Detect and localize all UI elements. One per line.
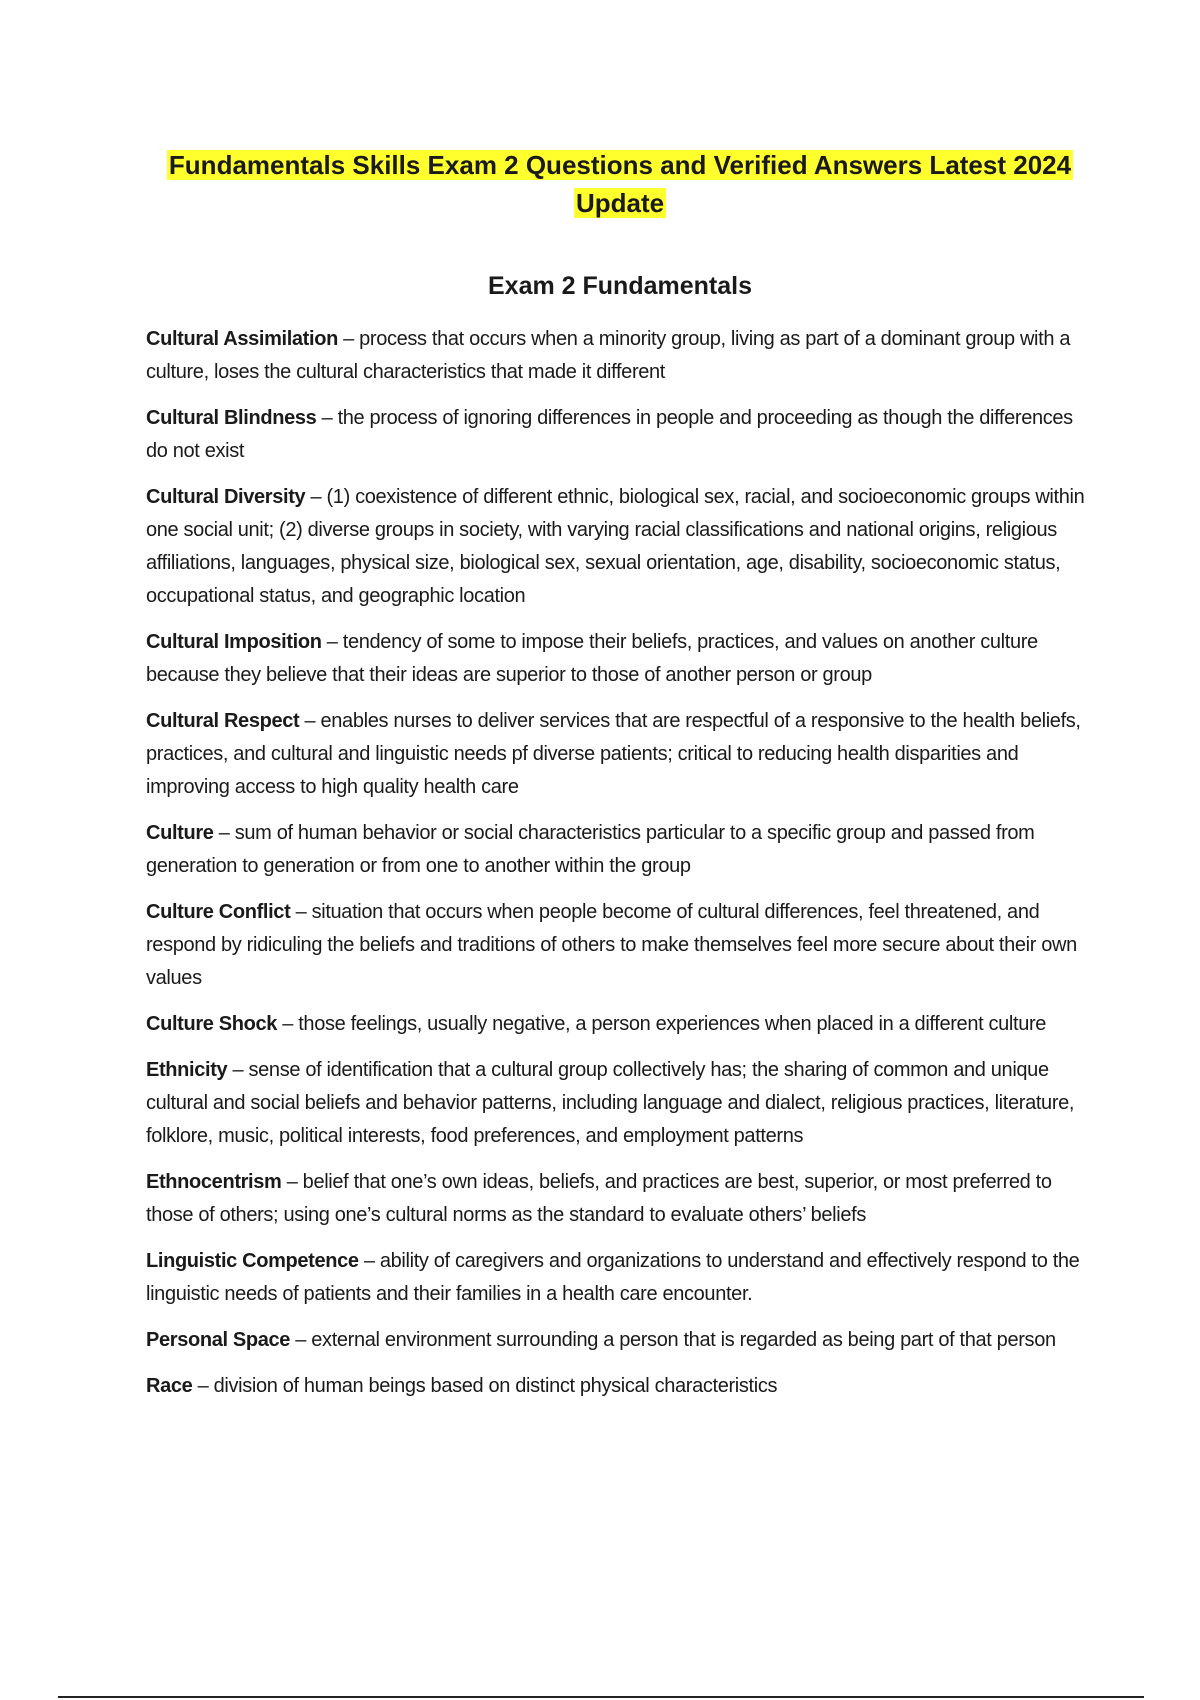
term-separator: – (281, 1171, 303, 1193)
term-separator: – (192, 1375, 214, 1397)
glossary-entry (146, 1008, 1096, 1041)
glossary-definition: (1) coexistence of different ethnic, biological sex, racial, and socioeconomic groups within one social unit; (2) diverse groups in society, with varying racial classifications and national origins, religious affiliations, languages, physical size, biological sex, sexual orientation, age, disability, socioeconomic status, occupational status, and geographic location (146, 486, 1085, 607)
glossary-definition: those feelings, usually negative, a person experiences when placed in a different culture (298, 1013, 1047, 1035)
glossary-entry (146, 323, 1096, 389)
glossary-entry (146, 705, 1096, 804)
glossary-entry (146, 1324, 1096, 1357)
document-title-text: Fundamentals Skills Exam 2 Questions and Verified Answers Latest 2024 Update (168, 150, 1072, 218)
term-separator: – (299, 710, 321, 732)
glossary-term: Culture Shock (146, 1013, 278, 1035)
term-separator: – (277, 1013, 299, 1035)
glossary-definition: situation that occurs when people become of cultural differences, feel threatened, and respond by ridiculing the beliefs and traditions of others to make themselves feel more secure about their own values (146, 901, 1077, 989)
glossary-term: Ethnocentrism (146, 1171, 282, 1193)
glossary-entry (146, 626, 1096, 692)
glossary-entry (146, 481, 1096, 613)
glossary-definition: the process of ignoring differences in people and proceeding as though the differences do not exist (146, 407, 1073, 462)
glossary-entry (146, 817, 1096, 883)
term-separator: – (305, 486, 327, 508)
term-separator: – (358, 1250, 380, 1272)
glossary-definition: process that occurs when a minority group, living as part of a dominant group with a culture, loses the cultural characteristics that made it different (146, 328, 1071, 383)
glossary-entry (146, 896, 1096, 995)
term-separator: – (227, 1059, 249, 1081)
term-separator: – (321, 631, 343, 653)
document-title (150, 146, 1090, 222)
glossary-term: Cultural Diversity (146, 486, 306, 508)
glossary-term: Ethnicity (146, 1059, 228, 1081)
glossary-term: Linguistic Competence (146, 1250, 359, 1272)
glossary-term: Personal Space (146, 1329, 291, 1351)
footer-divider (58, 1696, 1144, 1698)
glossary-entry (146, 1245, 1096, 1311)
term-separator: – (337, 328, 360, 350)
glossary-definition: enables nurses to deliver services that are respectful of a responsive to the health beliefs, practices, and cultural and linguistic needs pf diverse patients; critical to reducing health disparities and improving access to high quality health care (146, 710, 1081, 798)
term-separator: – (290, 901, 312, 923)
glossary-term: Cultural Respect (146, 710, 300, 732)
glossary-definition: belief that one’s own ideas, beliefs, and practices are best, superior, or most preferred to those of others; using one’s cultural norms as the standard to evaluate others’ beliefs (146, 1171, 1052, 1226)
glossary-entry (146, 1166, 1096, 1232)
term-separator: – (316, 407, 338, 429)
glossary-definition: division of human beings based on distinct physical characteristics (213, 1375, 778, 1397)
glossary-definition: sense of identification that a cultural group collectively has; the sharing of common and unique cultural and social beliefs and behavior patterns, including language and dialect, religious practices, literature, folklore, music, political interests, food preferences, and employment patterns (146, 1059, 1075, 1147)
glossary-definition: tendency of some to impose their beliefs, practices, and values on another culture because they believe that their ideas are superior to those of another person or group (146, 631, 1038, 686)
glossary-term: Culture (146, 822, 214, 844)
term-separator: – (213, 822, 235, 844)
glossary-entry (146, 1054, 1096, 1153)
glossary-term: Race (146, 1375, 193, 1397)
glossary-term: Cultural Assimilation (146, 328, 338, 350)
term-separator: – (290, 1329, 312, 1351)
glossary-term: Culture Conflict (146, 901, 291, 923)
section-heading: Exam 2 Fundamentals (488, 272, 752, 298)
glossary-definition: external environment surrounding a person that is regarded as being part of that person (311, 1329, 1056, 1351)
glossary-term: Cultural Blindness (146, 407, 317, 429)
glossary-definition: ability of caregivers and organizations to understand and effectively respond to the linguistic needs of patients and their families in a health care encounter. (146, 1250, 1080, 1305)
glossary-term: Cultural Imposition (146, 631, 322, 653)
glossary-entry (146, 1370, 1096, 1403)
glossary-definition: sum of human behavior or social characteristics particular to a specific group and passed from generation to generation or from one to another within the group (146, 822, 1035, 877)
glossary-entry (146, 402, 1096, 468)
glossary-list (146, 323, 1096, 1555)
